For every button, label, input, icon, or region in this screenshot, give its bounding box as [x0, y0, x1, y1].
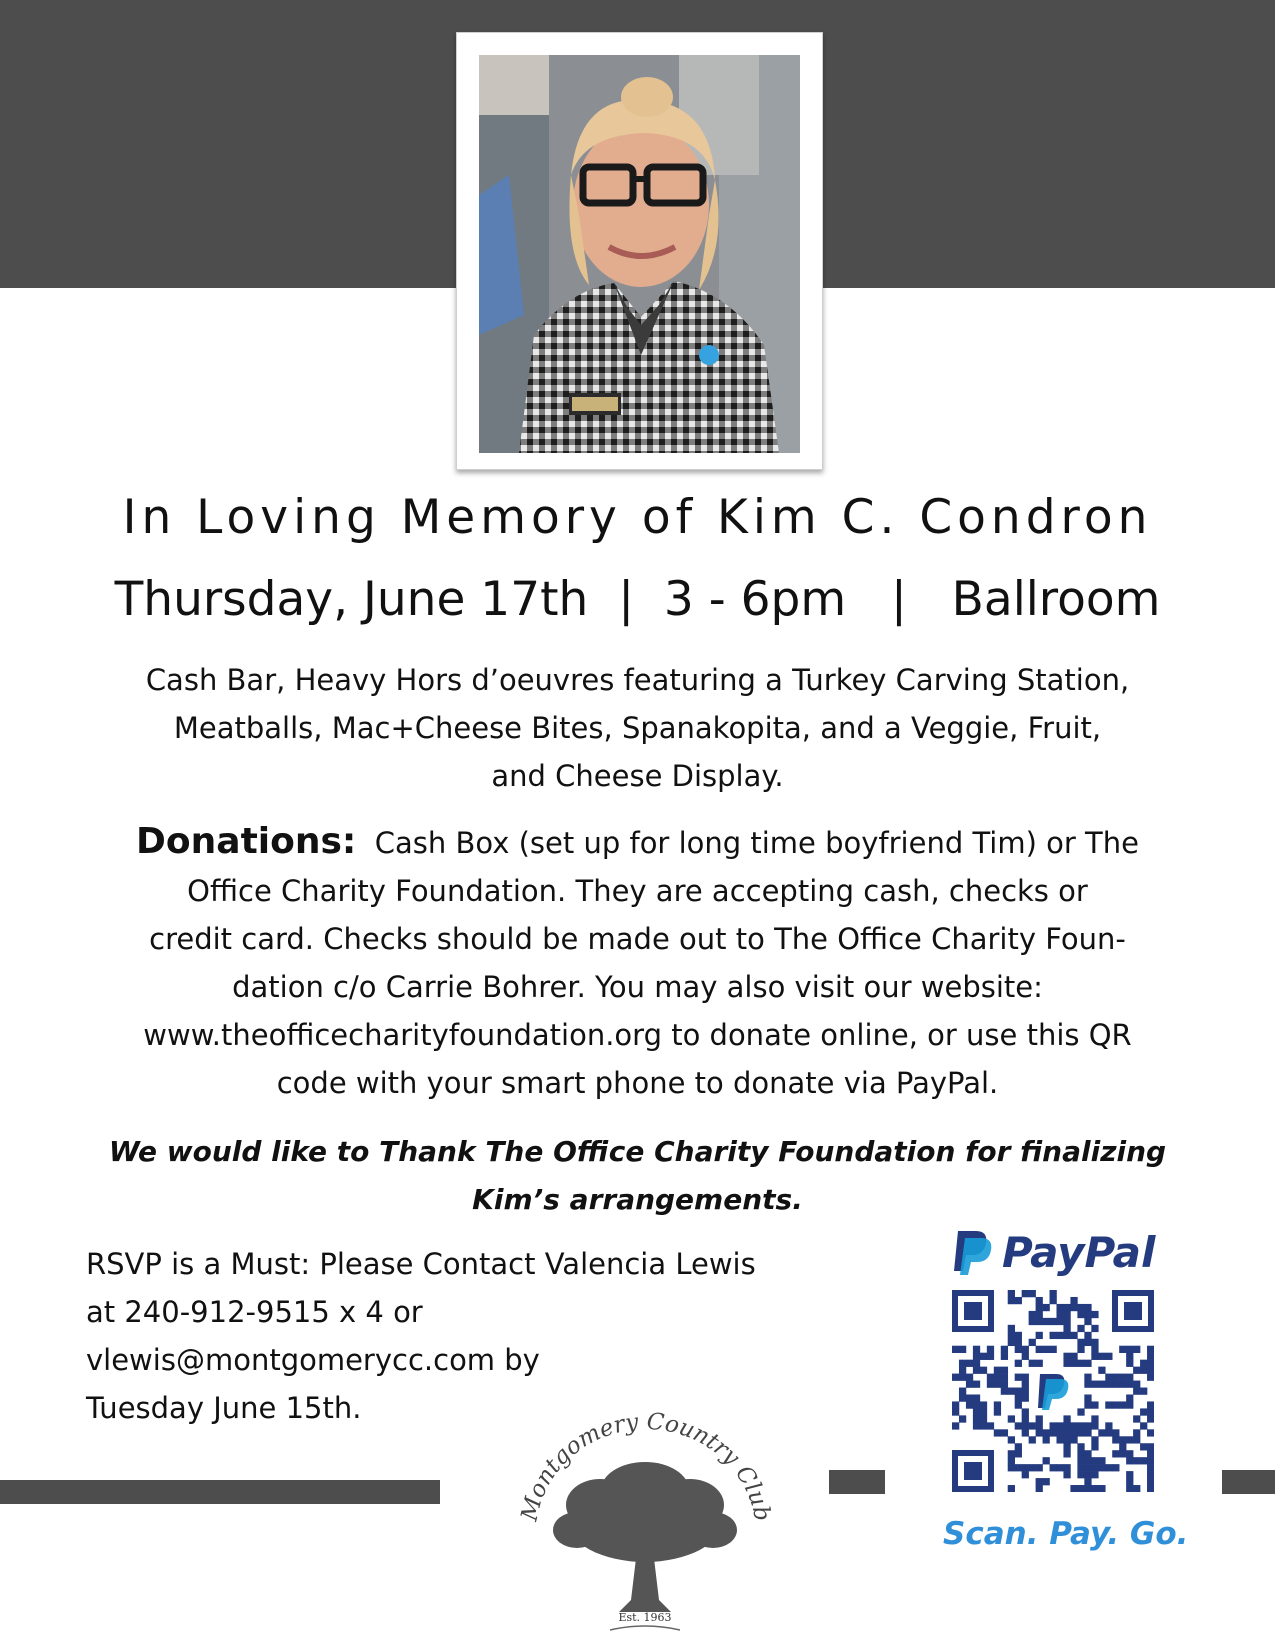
logo-arc-text: Montgomery Country Club [516, 1408, 775, 1524]
donations-label: Donations: [136, 821, 357, 862]
thanks-line: Kim’s arrangements. [472, 1183, 803, 1216]
rsvp-line: Tuesday June 15th. [86, 1391, 362, 1425]
paypal-tagline: Scan. Pay. Go. [943, 1516, 1189, 1552]
paypal-brand [950, 1228, 1155, 1277]
rsvp-phone-line[interactable]: at 240-912-9515 x 4 or [86, 1295, 423, 1329]
oak-tree-icon [553, 1462, 737, 1612]
qr-finder-top-right [1112, 1290, 1154, 1332]
donations-website-line[interactable]: www.theofficecharityfoundation.org to donate online, or use this QR [143, 1018, 1132, 1052]
donations-text: Cash Box (set up for long time boyfriend Tim) or The [374, 826, 1139, 860]
menu-line: and Cheese Display. [491, 759, 784, 793]
thanks-note [70, 1128, 1205, 1224]
footer-bar-right [1222, 1470, 1275, 1494]
paypal-logo-icon [950, 1229, 994, 1277]
memorial-title: In Loving Memory of Kim C. Condron [122, 490, 1153, 545]
rsvp-line: RSVP is a Must: Please Contact Valencia Lewis [86, 1247, 756, 1281]
donations-line: credit card. Checks should be made out to The Office Charity Foun- [149, 922, 1126, 956]
donations-line: code with your smart phone to donate via PayPal. [276, 1066, 999, 1100]
memorial-photo-frame [456, 32, 823, 470]
donations-first-line [80, 818, 1195, 867]
thanks-line: We would like to Thank The Office Charity Foundation for finalizing [108, 1135, 1167, 1168]
donations-line: dation c/o Carrie Bohrer. You may also visit our website: [232, 970, 1043, 1004]
footer-bar-middle [829, 1470, 885, 1494]
memorial-photo [479, 55, 800, 453]
menu-line: Meatballs, Mac+Cheese Bites, Spanakopita, and a Veggie, Fruit, [173, 711, 1102, 745]
qr-finder-top-left [952, 1290, 994, 1332]
qr-finder-bottom-left [952, 1450, 994, 1492]
logo-established: Est. 1963 [618, 1611, 672, 1624]
country-club-logo [515, 1400, 775, 1635]
rsvp-email-line[interactable]: vlewis@montgomerycc.com by [86, 1343, 540, 1377]
paypal-wordmark: PayPal [1002, 1228, 1156, 1277]
paypal-qr-code[interactable] [952, 1290, 1154, 1492]
footer-bar-left [0, 1480, 440, 1504]
event-details: Thursday, June 17th | 3 - 6pm | Ballroom [114, 572, 1161, 627]
donations-section [80, 818, 1195, 1107]
menu-description [70, 656, 1205, 800]
donations-line: Office Charity Foundation. They are accepting cash, checks or [187, 874, 1088, 908]
menu-line: Cash Bar, Heavy Hors d’oeuvres featuring a Turkey Carving Station, [145, 663, 1130, 697]
